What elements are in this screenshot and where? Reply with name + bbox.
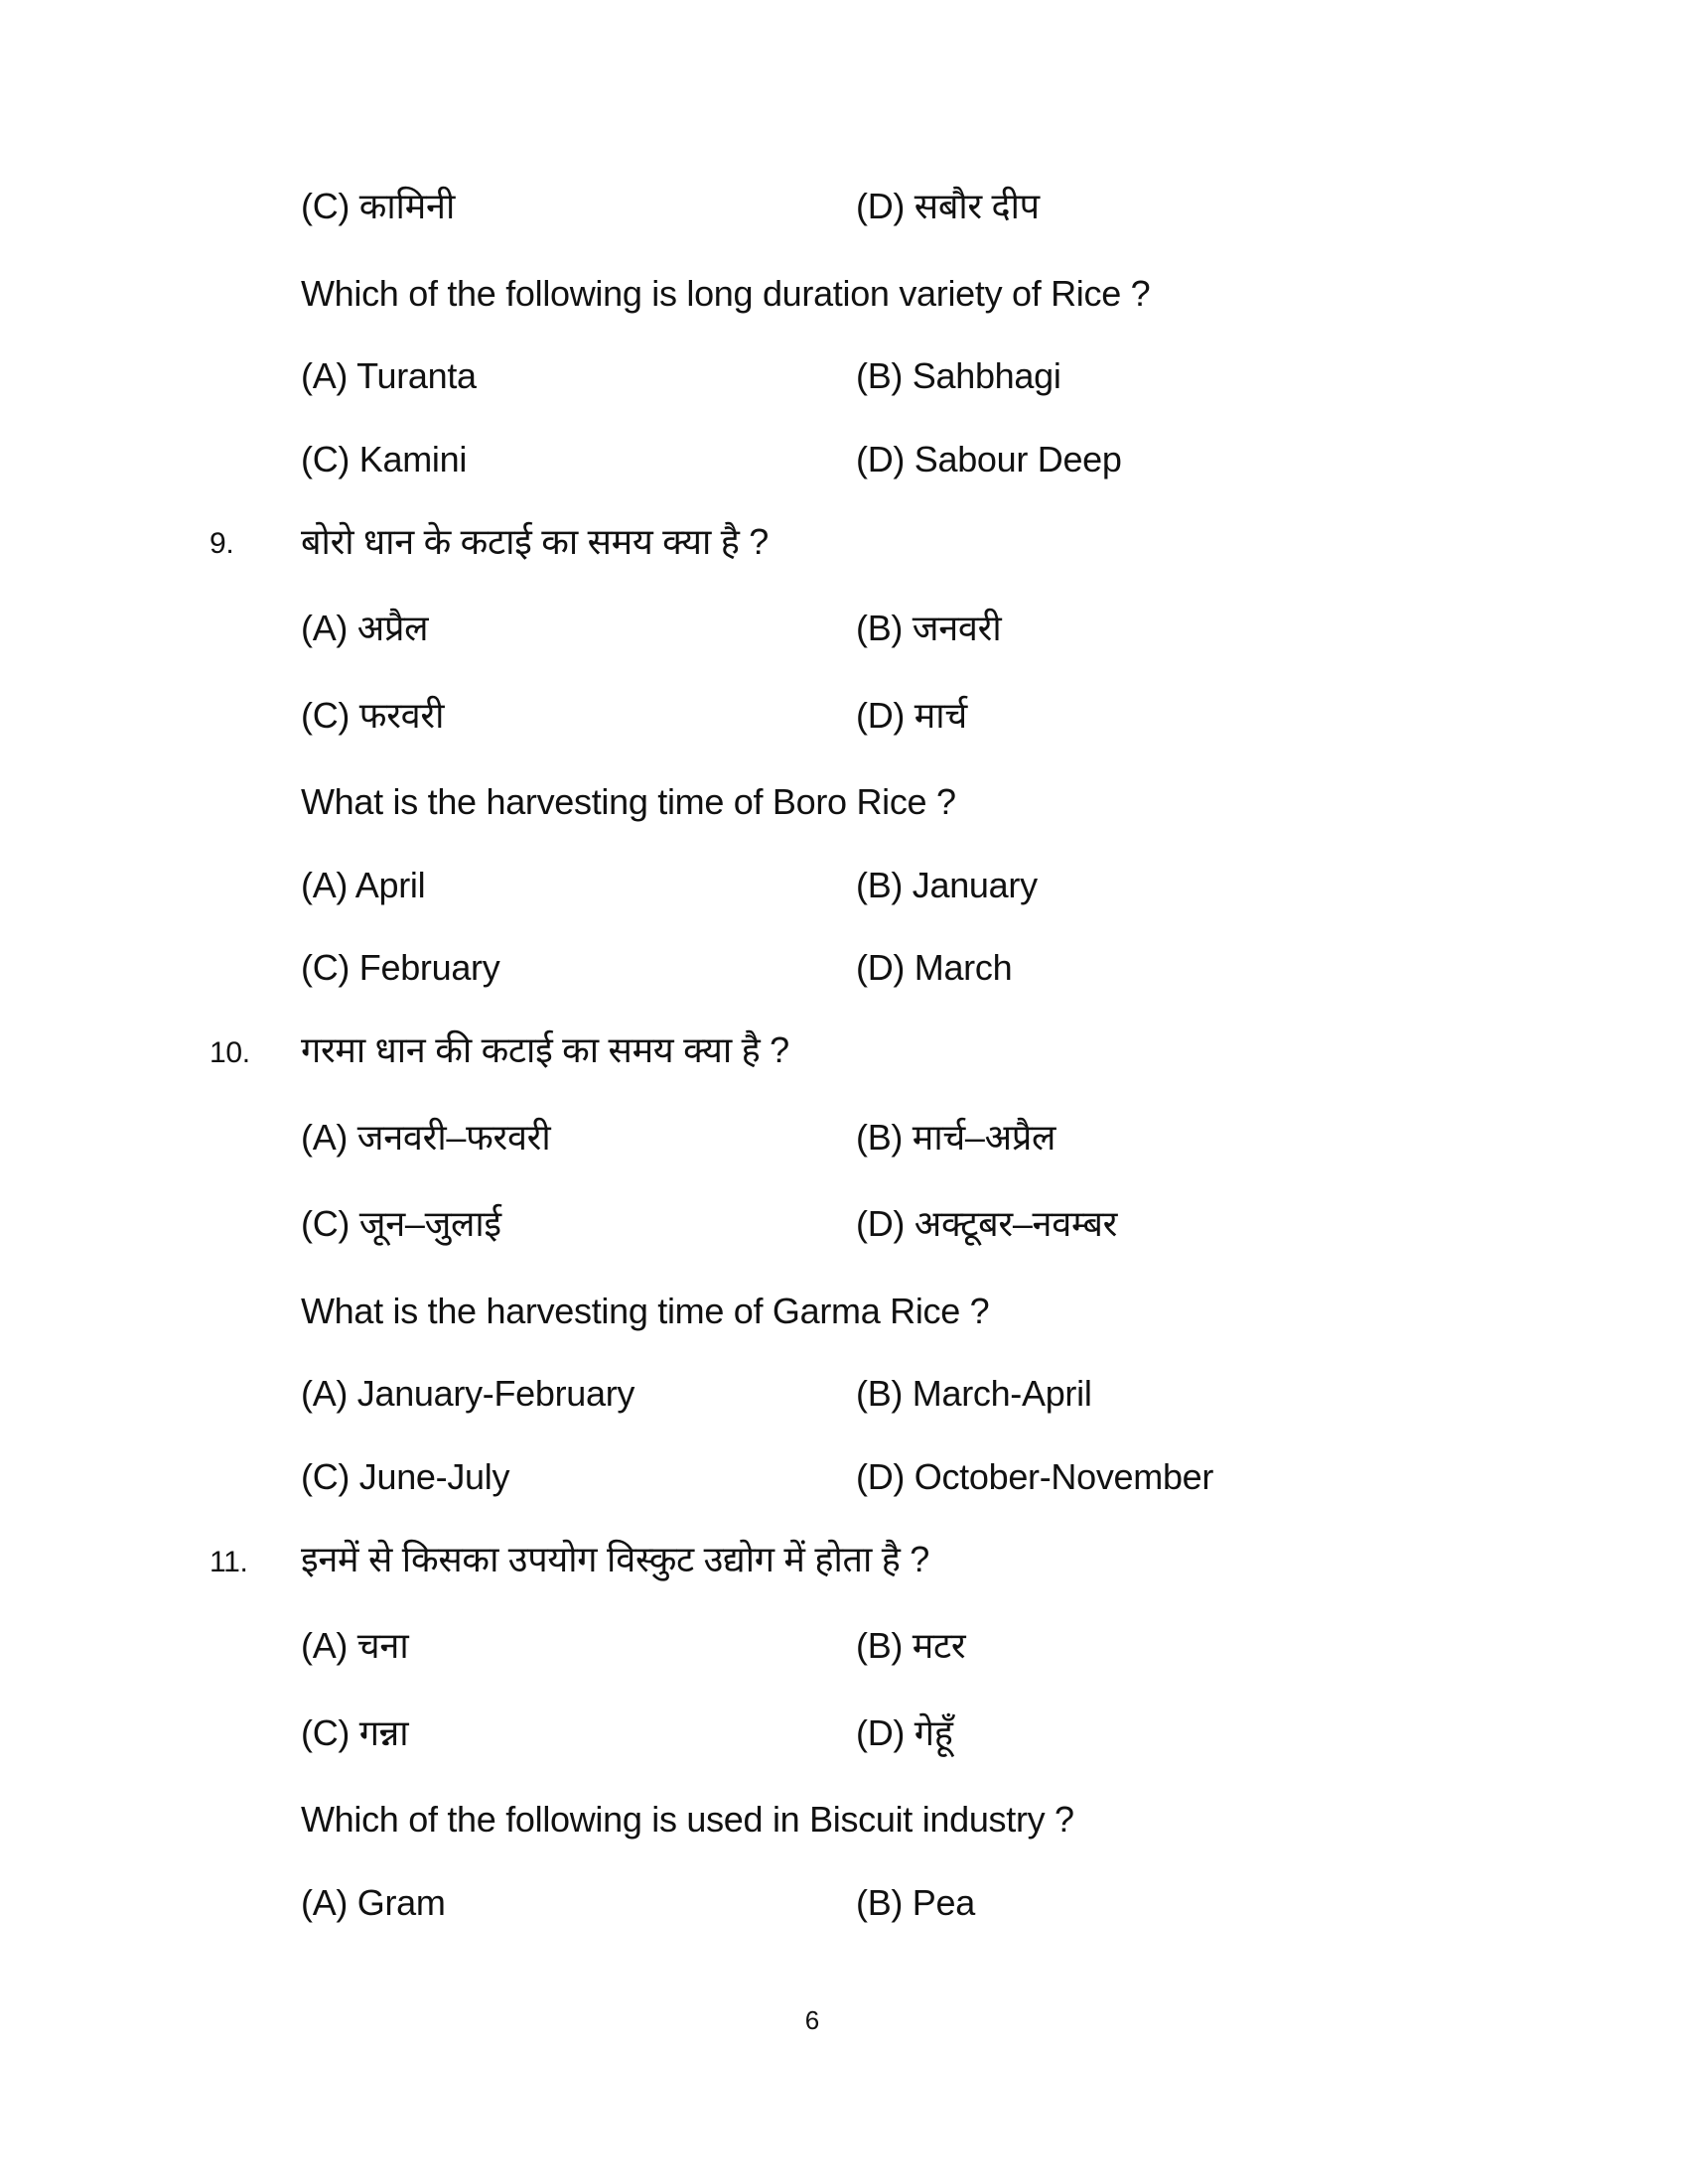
option-b-english: (B) Pea [856,1882,975,1923]
option-b-hindi: (B) मटर [856,1625,966,1666]
option-b-hindi: (B) मार्च–अप्रैल [856,1117,1056,1158]
option-d-hindi: (D) गेहूँ [856,1712,953,1753]
option-d-hindi: (D) अक्टूबर–नवम्बर [856,1203,1118,1244]
question-english: Which of the following is long duration variety of Rice ? [301,273,1151,314]
option-c-english: (C) Kamini [301,439,468,479]
option-d-hindi: (D) सबौर दीप [856,186,1040,226]
option-d-hindi: (D) मार्च [856,695,967,736]
option-c-english: (C) February [301,947,500,988]
question-english: What is the harvesting time of Boro Rice ? [301,781,956,822]
option-c-hindi: (C) गन्ना [301,1712,409,1753]
option-a-hindi: (A) जनवरी–फरवरी [301,1117,551,1158]
question-hindi: गरमा धान की कटाई का समय क्या है ? [301,1029,789,1070]
option-c-hindi: (C) फरवरी [301,695,445,736]
option-c-english: (C) June-July [301,1456,510,1497]
question-english: What is the harvesting time of Garma Rice ? [301,1291,990,1331]
question-english: Which of the following is used in Biscuit industry ? [301,1799,1074,1840]
page-number: 6 [804,2005,820,2035]
option-b-english: (B) March-April [856,1373,1092,1414]
question-hindi: इनमें से किसका उपयोग विस्कुट उद्योग में होता है ? [301,1539,929,1579]
question-number: 11. [210,1546,248,1578]
option-d-english: (D) October-November [856,1456,1214,1497]
option-b-english: (B) January [856,865,1038,905]
question-number: 9. [210,527,234,560]
option-a-english: (A) Gram [301,1882,446,1923]
option-b-hindi: (B) जनवरी [856,608,1002,648]
option-a-hindi: (A) चना [301,1625,409,1666]
option-b-english: (B) Sahbhagi [856,355,1061,396]
option-a-english: (A) April [301,865,426,905]
option-a-hindi: (A) अप्रैल [301,608,429,648]
option-d-english: (D) March [856,947,1013,988]
option-a-english: (A) Turanta [301,355,477,396]
option-a-english: (A) January-February [301,1373,635,1414]
question-number: 10. [210,1036,250,1069]
question-hindi: बोरो धान के कटाई का समय क्या है ? [301,521,769,562]
option-c-hindi: (C) जून–जुलाई [301,1203,501,1244]
option-c-hindi: (C) कामिनी [301,186,456,226]
option-d-english: (D) Sabour Deep [856,439,1122,479]
